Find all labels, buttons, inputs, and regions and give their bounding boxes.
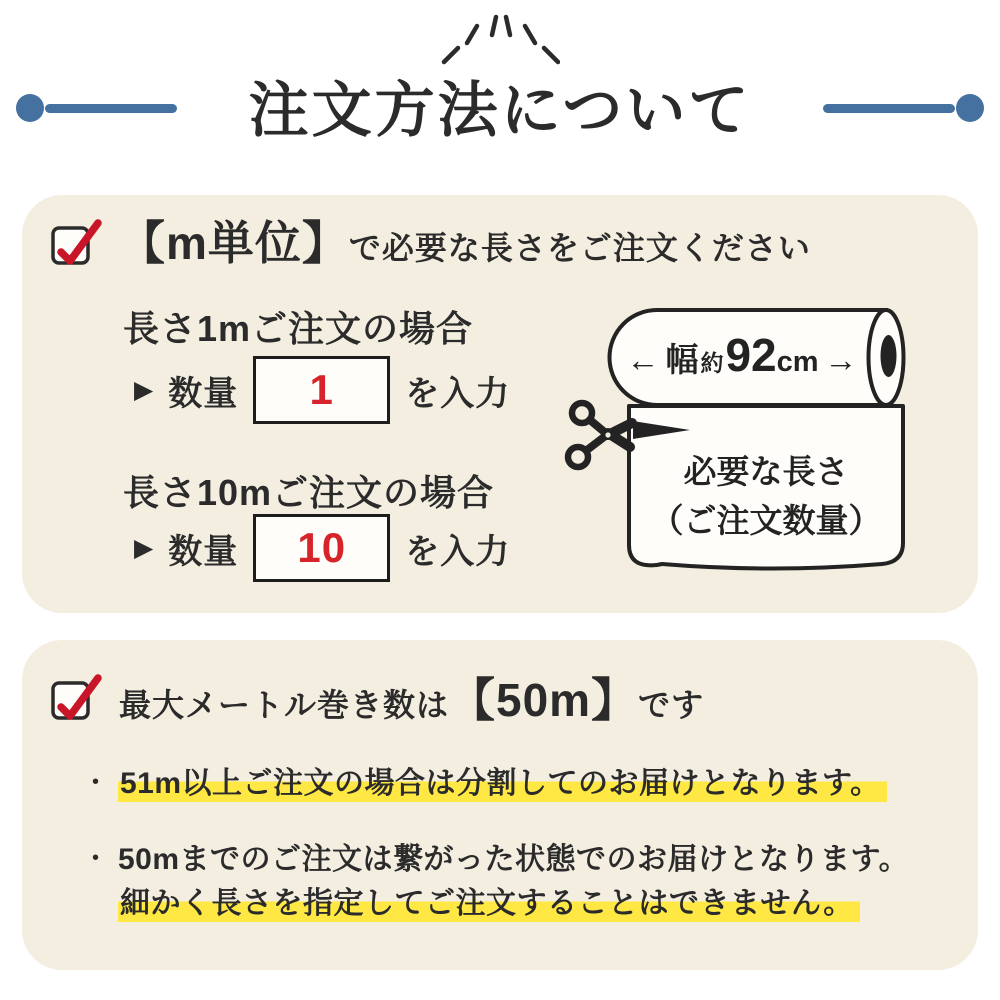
bullet-split-delivery-text: 51m以上ご注文の場合は分割してのお届けとなります。: [118, 767, 887, 802]
checkbox-checked-icon: [49, 215, 103, 267]
step2-qty-label: 数量: [168, 532, 239, 571]
step1-row: [134, 355, 510, 425]
max-length-heading-emphasis: 【50m】: [449, 674, 639, 726]
step1-qty-value: 1: [309, 366, 334, 413]
bullet-split-delivery: [92, 762, 887, 806]
roll-width-label: ← 幅約92cm →: [626, 329, 858, 381]
scissors-icon: [568, 403, 632, 467]
title-decoration-line-right: [823, 104, 955, 113]
max-length-heading-prefix: 最大メートル巻き数は: [119, 687, 450, 723]
meter-unit-heading-emphasis: 【m単位】: [119, 217, 349, 269]
step2-case-label: 長さ10mご注文の場合: [123, 472, 495, 513]
burst-sparkle-icon: [440, 12, 560, 66]
step1-case-label: 長さ1mご注文の場合: [123, 308, 474, 349]
checkbox-checked-icon: [49, 670, 103, 722]
bullet-connected-line1: 50mまでのご注文は繋がった状態でのお届けとなります。: [118, 843, 910, 876]
bullet-connected-line2: 細かく長さを指定してご注文することはできません。: [118, 887, 860, 922]
bullet-connected-delivery: [92, 838, 909, 926]
meter-unit-heading-rest: で必要な長さをご注文ください: [348, 230, 811, 266]
roll-caption-line1: 必要な長さ: [683, 453, 849, 490]
max-length-heading-suffix: です: [638, 687, 705, 723]
bullet-marker: •: [92, 771, 100, 793]
bullet-marker: •: [92, 847, 100, 869]
step1-qty-suffix: を入力: [405, 374, 511, 413]
page-title: 注文方法について: [248, 77, 752, 144]
step2-row: [134, 513, 510, 583]
step2-qty-value: 10: [297, 524, 347, 571]
step1-qty-label: 数量: [168, 374, 239, 413]
roll-core: [881, 335, 897, 377]
meter-unit-heading: [119, 207, 811, 273]
section-max-roll-length: [22, 640, 978, 970]
roll-caption-line2: （ご注文数量）: [650, 502, 882, 539]
step2-pointer-icon: ▶: [134, 533, 154, 562]
max-length-heading: [119, 664, 704, 730]
title-decoration-dot-right: [956, 94, 984, 122]
section-order-by-meter: [22, 195, 978, 613]
wallpaper-roll-diagram: [558, 297, 920, 595]
step2-qty-suffix: を入力: [405, 532, 511, 571]
step1-pointer-icon: ▶: [134, 375, 154, 404]
step2-qty-box: [253, 514, 390, 582]
step1-qty-box: [253, 356, 390, 424]
